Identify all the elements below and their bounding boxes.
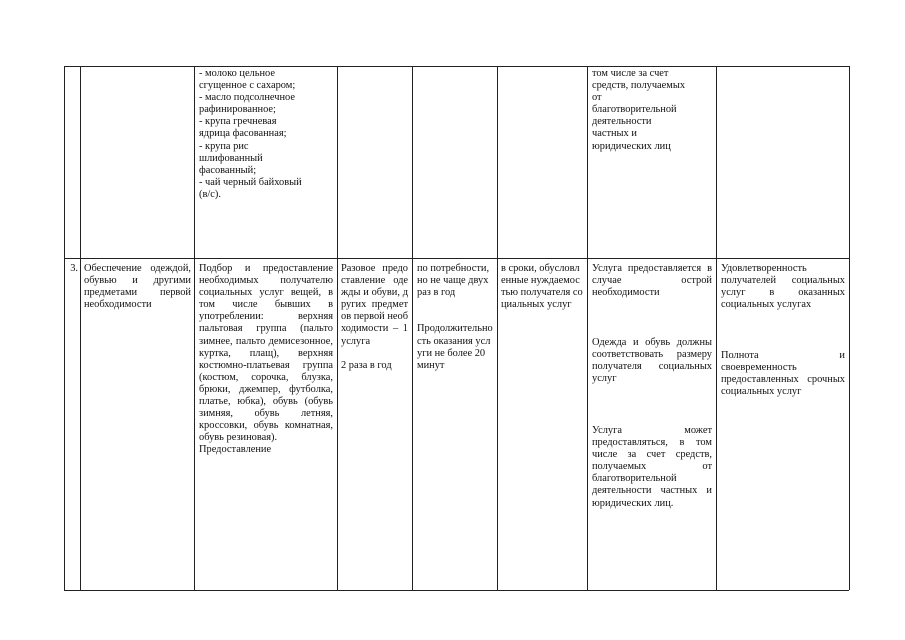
service-name: Обеспечение одеждой, обувью и другими предметами первой необходимости <box>84 263 191 311</box>
col-border-4 <box>412 66 413 590</box>
conditions-funding: Услуга может предоставляться, в том числе за счет средств, получаемых от благотворительной деятельности частных и юридических лиц. <box>592 425 712 509</box>
funding-note-continued: том числе за счет средств, получаемых от благотворительной деятельности частных и юридических лиц <box>592 68 686 152</box>
quality-satisfaction: Удовлетворенность получателей социальных услуг в оказанных социальных услугах <box>721 263 845 311</box>
col-border-2 <box>194 66 195 590</box>
col-border-0 <box>64 66 65 590</box>
norm-volume: Разовое предоставление одежды и обуви, других предметов первой необходимости – 1 услуга 2 раза в год <box>341 263 408 371</box>
service-content: Подбор и предоставление необходимых получателю социальных услуг вещей, в том числе бывших в употреблении: верхняя пальтовая группа (пальто зимнее, пальто демисезонное, куртка, плащ), верхняя костюмно-платьевая группа (костюм, сорочка, блузка, брюки, джемпер, футболка, платье, юбка), обувь (обувь зимняя, обувь летняя, кроссовки, обувь комнатная, обувь резиновая). Предоставление <box>199 263 333 456</box>
row-number: 3. <box>70 263 78 274</box>
terms: в сроки, обусловленные нуждаемостью получателя социальных услуг <box>501 263 583 311</box>
col-border-7 <box>716 66 717 590</box>
table-top-border <box>64 66 849 67</box>
col-border-3 <box>337 66 338 590</box>
row-divider <box>64 258 849 259</box>
col-border-5 <box>497 66 498 590</box>
col-border-8 <box>849 66 850 590</box>
col-border-6 <box>587 66 588 590</box>
quality-completeness: Полнота и своевременность предоставленных срочных социальных услуг <box>721 350 845 398</box>
table-bottom-border <box>64 590 849 591</box>
conditions-size: Одежда и обувь должны соответствовать размеру получателя социальных услуг <box>592 337 712 385</box>
frequency: по потребности, но не чаще двух раз в год Продолжительность оказания услуги не более 20 минут <box>417 263 493 371</box>
food-items-list: - молоко цельное сгущенное с сахаром; - масло подсолнечное рафинированное; - крупа гречневая ядрица фасованная; - крупа рис шлифованный фасованный; - чай черный байховый (в/с). <box>199 68 302 200</box>
conditions-urgent: Услуга предоставляется в случае острой необходимости <box>592 263 712 299</box>
col-border-1 <box>80 66 81 590</box>
